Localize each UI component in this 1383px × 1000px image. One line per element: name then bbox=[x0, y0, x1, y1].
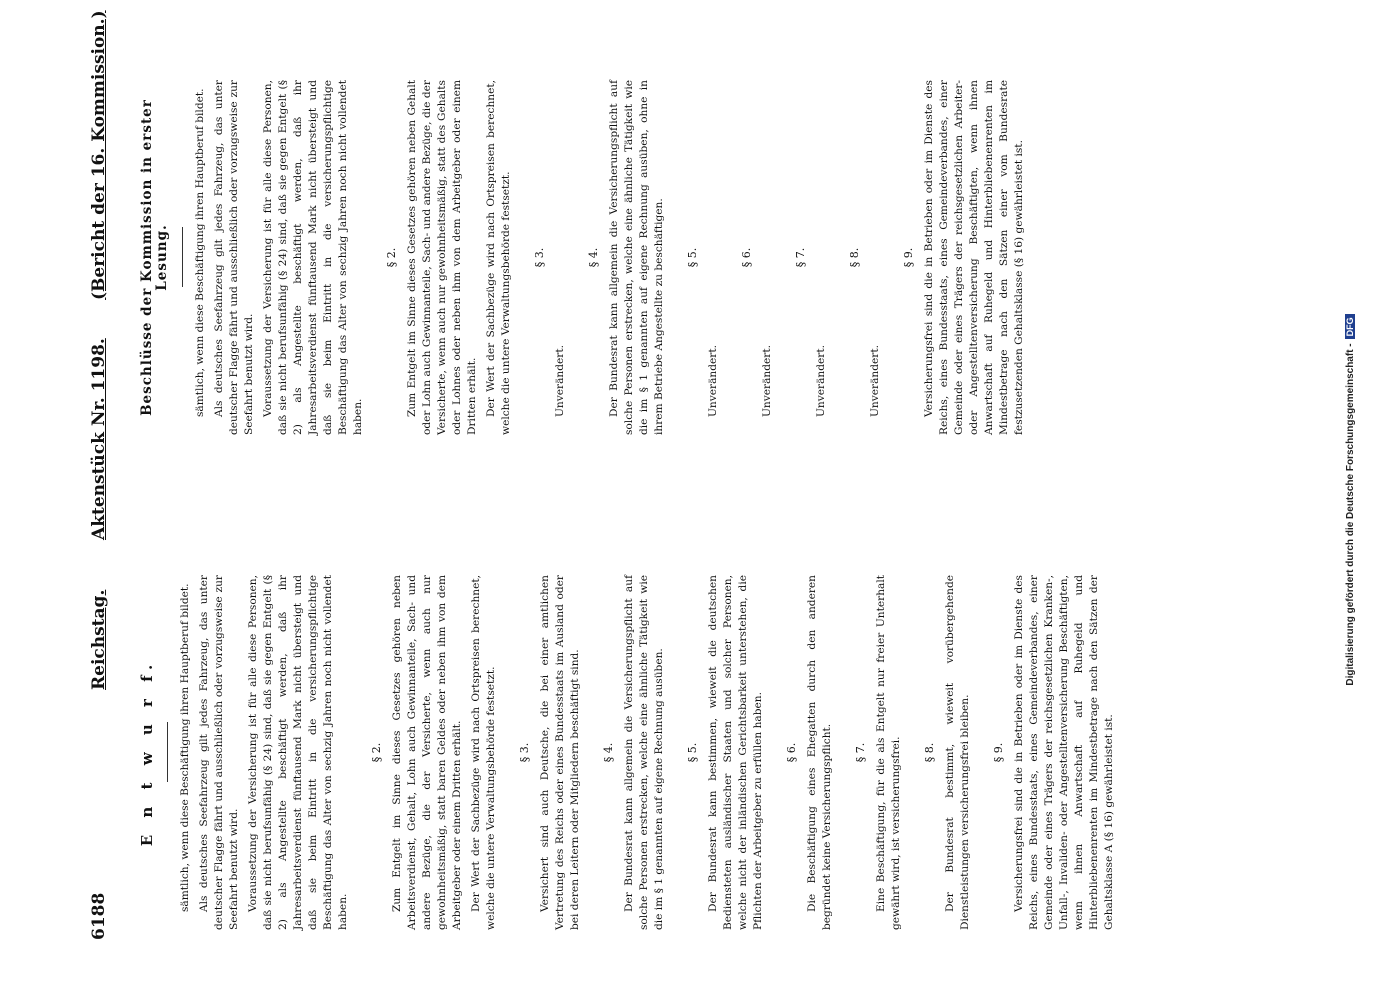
dfg-logo: DFG bbox=[1345, 314, 1355, 339]
section-number: § 5. bbox=[686, 742, 699, 763]
page-header bbox=[85, 0, 125, 1000]
draft-column-body bbox=[178, 575, 1117, 930]
unchanged-note: Unverändert. bbox=[761, 345, 773, 417]
paragraph: Als deutsches Seefahrzeug gilt jedes Fahrzeug, das unter deutscher Flagge fährt und ausschließlich oder vorzugsweise zur Seefahrt benutzt wird. bbox=[198, 575, 240, 930]
paragraph: sämtlich, wenn diese Beschäftigung ihren Hauptberuf bildet. bbox=[194, 88, 206, 417]
credit-text: Digitalisierung gefördert durch die Deutsche Forschungsgemeinschaft - bbox=[1345, 343, 1356, 686]
section-number: § 9. bbox=[902, 247, 915, 268]
section-number: § 7. bbox=[854, 742, 867, 763]
commission-column-body bbox=[193, 80, 1027, 435]
paragraph: Der Bundesrat kann allgemein die Versicherungspflicht auf solche Personen erstrecken, welche eine ähnliche Tätigkeit wie die im § 1 genannten auf eigene Rechnung ausüben, ohne in ihrem Betriebe Angestellte zu beschäftigen. bbox=[608, 80, 665, 435]
header-bericht: (Bericht der 16. Kommission.) bbox=[89, 10, 109, 300]
paragraph: Der Wert der Sachbezüge wird nach Ortspreisen berechnet, welche die untere Verwaltungsbehörde festsetzt. bbox=[470, 575, 497, 930]
column-title-entwurf: E n t w u r f. bbox=[138, 658, 156, 847]
paragraph: Versichert sind auch Deutsche, die bei einer amtlichen Vertretung des Reichs oder eines Bundesstaats im Ausland oder bei deren Leitern oder Mitgliedern beschäftigt sind. bbox=[539, 575, 581, 930]
unchanged-note: Unverändert. bbox=[707, 345, 719, 417]
title-rule bbox=[182, 228, 183, 288]
paragraph: Der Wert der Sachbezüge wird nach Ortspreisen berechnet, welche die untere Verwaltungsbehörde festsetzt. bbox=[485, 80, 512, 435]
unchanged-note: Unverändert. bbox=[869, 345, 881, 417]
paragraph: Voraussetzung der Versicherung ist für alle diese Personen, daß sie nicht berufsunfähig (§ 24) sind, daß sie gegen Entgelt (§ 2) als Angestellte beschäftigt werden, daß ihr Jahresarbeitsverdienst fünftausend Mark nicht übersteigt und daß sie beim Eintritt in die versicherungspflichtige Beschäftigung das Alter von sechzig Jahren noch nicht vollendet haben. bbox=[262, 80, 364, 435]
paragraph: Der Bundesrat kann allgemein die Versicherungspflicht auf solche Personen erstrecken, welche eine ähnliche Tätigkeit wie die im § 1 genannten auf eigene Rechnung ausüben. bbox=[623, 575, 665, 930]
paragraph: Zum Entgelt im Sinne dieses Gesetzes gehören neben Arbeitsverdienst, Gehalt, Lohn auch Gewinnanteile, Sach- und andere Bezüge, die der Versicherte, wenn auch nur gewohnheitsmäßig, statt baren Geldes oder neben ihm von dem Arbeitgeber oder einem Dritten erhält. bbox=[391, 575, 463, 930]
paragraph: Versicherungsfrei sind die in Betrieben oder im Dienste des Reichs, eines Bundesstaats, eines Gemeindeverbandes, einer Gemeinde oder eines Trägers der reichsgesetzlichen Kranken-, Unfall-, Invaliden- oder Angestelltenversicherung Beschäftigten, wenn ihnen Anwartschaft auf Ruhegeld und Hinterbliebenenrenten im Mindestbetrage nach den Sätzen der Gehaltsklasse A (§ 16) gewährleistet ist. bbox=[1013, 575, 1115, 930]
section-number: § 8. bbox=[848, 247, 861, 268]
section-number: § 6. bbox=[740, 247, 753, 268]
section-number: § 4. bbox=[587, 247, 600, 268]
unchanged-note: Unverändert. bbox=[554, 345, 566, 417]
section-number: § 7. bbox=[794, 247, 807, 268]
paragraph: sämtlich, wenn diese Beschäftigung ihren Hauptberuf bildet. bbox=[179, 583, 191, 912]
section-number: § 2. bbox=[370, 742, 383, 763]
section-number: § 3. bbox=[533, 247, 546, 268]
paragraph: Als deutsches Seefahrzeug gilt jedes Fahrzeug, das unter deutscher Flagge fährt und ausschließlich oder vorzugsweise zur Seefahrt benutzt wird. bbox=[213, 80, 255, 435]
paragraph: Die Beschäftigung eines Ehegatten durch den anderen begründet keine Versicherungspflicht. bbox=[806, 575, 833, 930]
section-number: § 4. bbox=[602, 742, 615, 763]
section-number: § 2. bbox=[385, 247, 398, 268]
section-number: § 8. bbox=[923, 742, 936, 763]
paragraph: Zum Entgelt im Sinne dieses Gesetzes gehören neben Gehalt oder Lohn auch Gewinnanteile, Sach- und andere Bezüge, die der Versicherte, wenn auch nur gewohnheitsmäßig, statt des Gehalts oder Lohnes oder neben ihm von dem Arbeitgeber oder einem Dritten erhält. bbox=[406, 80, 478, 435]
commission-column bbox=[140, 80, 1031, 435]
paragraph: Voraussetzung der Versicherung ist für alle diese Personen, daß sie nicht berufsunfähig (§ 24) sind, daß sie gegen Entgelt (§ 2) als Angestellte beschäftigt werden, daß ihr Jahresarbeitsverdienst fünftausend Mark nicht übersteigt und daß sie beim Eintritt in die versicherungspflichtige Beschäftigung das Alter von sechzig Jahren noch nicht vollendet haben. bbox=[247, 575, 349, 930]
header-aktenstueck: Aktenstück Nr. 1198. bbox=[89, 338, 109, 540]
digitization-credit bbox=[1345, 0, 1356, 1000]
draft-column bbox=[140, 575, 1121, 930]
column-title-beschluesse: Beschlüsse der Kommission in erster Lesung. bbox=[139, 99, 170, 416]
paragraph: Versicherungsfrei sind die in Betrieben oder im Dienste des Reichs, eines Bundesstaats, eines Gemeindeverbandes, einer Gemeinde oder eines Trägers der reichsgesetzlichen Arbeiter- oder Angestelltenversicherung Beschäftigten, wenn ihnen Anwartschaft auf Ruhegeld und Hinterbliebenenrenten im Mindestbetrage nach den Sätzen einer vom Bundesrate festzusetzenden Gehaltsklasse (§ 16) gewährleistet ist. bbox=[923, 80, 1025, 435]
title-rule bbox=[167, 723, 168, 783]
section-number: § 9. bbox=[992, 742, 1005, 763]
page-number: 6188 bbox=[89, 892, 109, 940]
header-reichstag: Reichstag. bbox=[89, 589, 109, 690]
unchanged-note: Unverändert. bbox=[815, 345, 827, 417]
paragraph: Der Bundesrat bestimmt, wieweit vorübergehende Dienstleistungen versicherungsfrei bleiben. bbox=[944, 575, 971, 930]
section-number: § 5. bbox=[686, 247, 699, 268]
section-number: § 3. bbox=[518, 742, 531, 763]
paragraph: Der Bundesrat kann bestimmen, wieweit die deutschen Bediensteten ausländischer Staaten und solcher Personen, welche nicht der inländischen Gerichtsbarkeit unterstehen, die Pflichten der Arbeitgeber zu erfüllen haben. bbox=[707, 575, 764, 930]
paragraph: Eine Beschäftigung, für die als Entgelt nur freier Unterhalt gewährt wird, ist versicherungsfrei. bbox=[875, 575, 902, 930]
section-number: § 6. bbox=[785, 742, 798, 763]
